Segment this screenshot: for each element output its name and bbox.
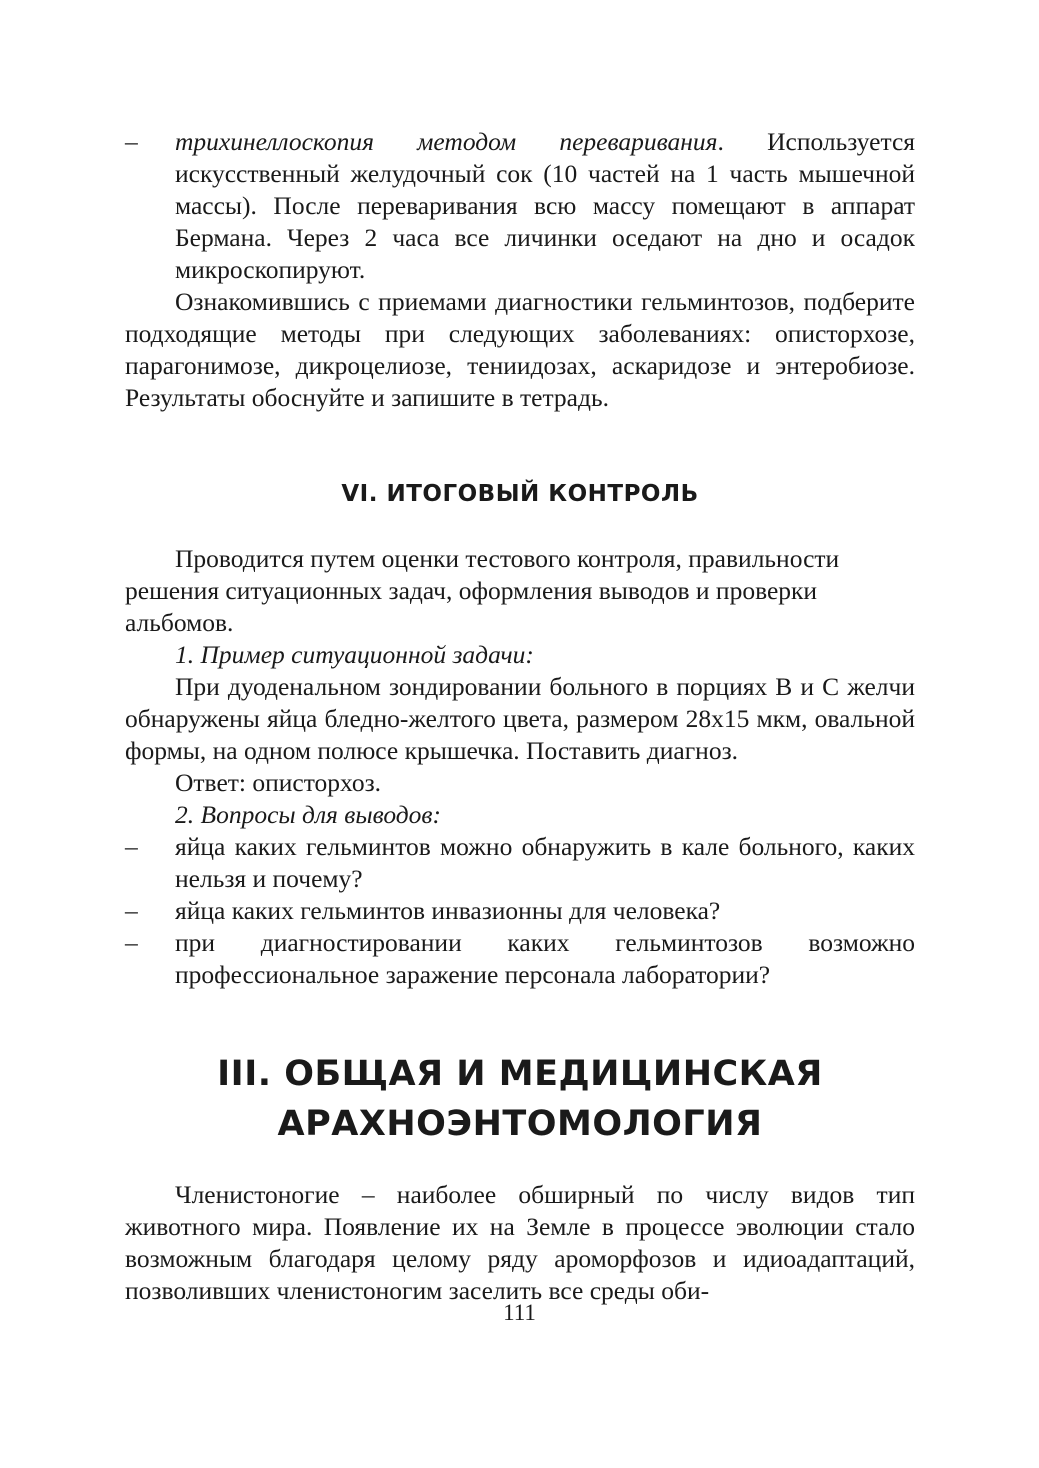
page-content [125, 126, 915, 1307]
section-title: VI. ИТОГОВЫЙ КОНТРОЛЬ [341, 481, 699, 507]
chapter-title-line: III. ОБЩАЯ И МЕДИЦИНСКАЯ [217, 1054, 823, 1094]
bullet-dash: – [125, 127, 138, 156]
bullet-dash: – [125, 896, 138, 925]
spacer [125, 414, 915, 478]
list-item-text: . Используется искусственный желудочный сок (10 частей на 1 часть мышечной массы). После переваривания всю массу помещают в аппарат Бермана. Через 2 часа все личинки оседают на дно и осадок микроскопируют. [175, 127, 916, 284]
list-item [125, 927, 915, 991]
list-item-text: яйца каких гельминтов можно обнаружить в кале больного, каких нельзя и почему? [175, 832, 915, 893]
spacer [125, 1149, 915, 1179]
list-item [125, 895, 915, 927]
bullet-dash: – [125, 928, 138, 957]
paragraph: Членистоногие – наиболее обширный по числу видов тип животного мира. Появление их на Земле в процессе эволюции стало возможным благодаря целому ряду ароморфозов и идиоадаптаций, позволивших членистоногим заселить все среды оби- [125, 1180, 915, 1305]
bullet-dash: – [125, 832, 138, 861]
page-number: 111 [503, 1300, 536, 1325]
list-item [125, 831, 915, 895]
spacer [125, 510, 915, 543]
list-item [125, 126, 915, 286]
term-italic: трихинеллоскопия методом переваривания [175, 127, 718, 156]
subheading: 2. Вопросы для выводов: [175, 800, 441, 829]
answer-text: Ответ: описторхоз. [175, 768, 382, 797]
chapter-title-line: АРАХНОЭНТОМОЛОГИЯ [277, 1104, 763, 1144]
paragraph: Проводится путем оценки тестового контроля, правильности решения ситуационных задач, оформления выводов и проверки альбомов. [125, 544, 840, 637]
subheading: 1. Пример ситуационной задачи: [175, 640, 534, 669]
paragraph: Ознакомившись с приемами диагностики гельминтозов, подберите подходящие методы при следующих заболеваниях: описторхозе, парагонимозе, дикроцелиозе, тениидозах, аскаридозе и энтеробиозе. Результаты обоснуйте и запишите в тетрадь. [125, 287, 915, 412]
list-item-text: при диагностировании каких гельминтозов возможно профессиональное заражение персонала лаборатории? [175, 928, 915, 989]
task-paragraph: При дуоденальном зондировании больного в порциях В и С желчи обнаружены яйца бледно-желтого цвета, размером 28х15 мкм, овальной формы, на одном полюсе крышечка. Поставить диагноз. [125, 672, 915, 765]
spacer [125, 991, 915, 1049]
list-item-text: яйца каких гельминтов инвазионны для человека? [175, 896, 721, 925]
chapter-title [125, 1049, 915, 1149]
